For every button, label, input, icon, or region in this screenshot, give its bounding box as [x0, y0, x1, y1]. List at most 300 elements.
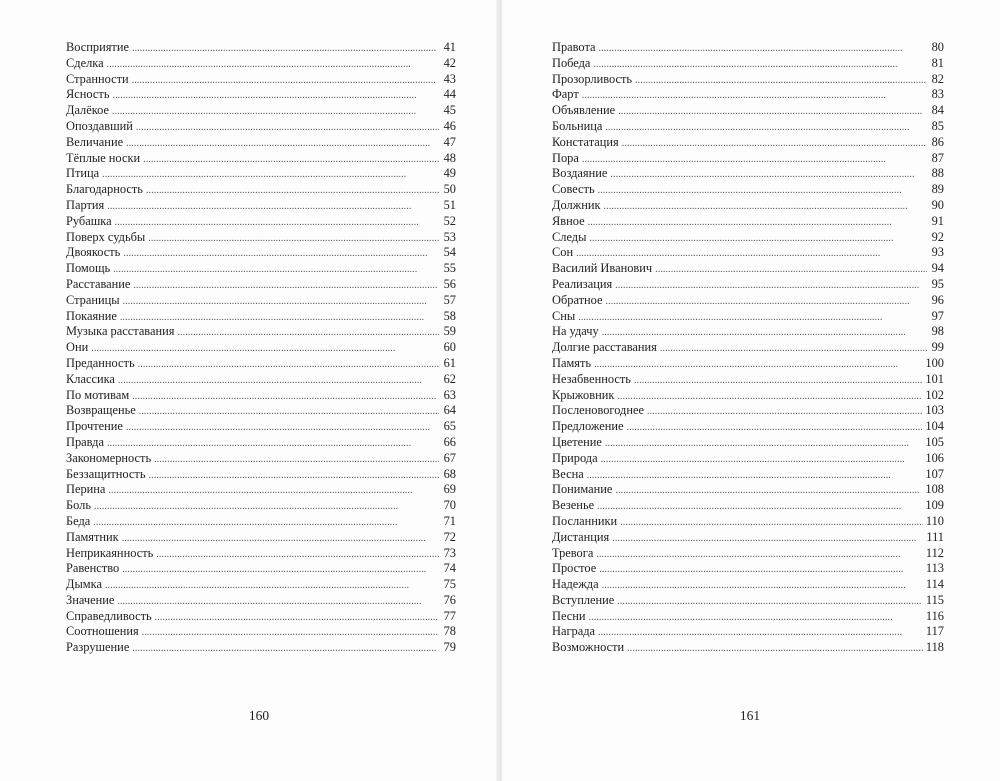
dot-leader	[132, 641, 439, 657]
toc-entry-page: 42	[443, 55, 456, 70]
toc-entry	[66, 103, 456, 119]
toc-entry-title: Долгие расставания	[552, 340, 657, 355]
toc-entry-title: Соотношения	[66, 624, 139, 639]
toc-entry-title: Вступление	[552, 592, 615, 607]
toc-entry-title: Прочтение	[66, 419, 123, 434]
toc-entry	[66, 546, 456, 562]
toc-entry	[552, 514, 944, 530]
toc-entry-title: Птица	[66, 166, 100, 181]
dot-leader	[138, 357, 439, 373]
toc-entry-page: 86	[931, 134, 944, 149]
toc-entry-title: Рубашка	[66, 213, 112, 228]
dot-leader	[154, 452, 439, 468]
toc-entry-page: 95	[931, 276, 944, 291]
toc-entry-title: Ясность	[66, 87, 110, 102]
toc-entry-title: Память	[552, 355, 592, 370]
dot-leader	[146, 183, 439, 199]
dot-leader	[105, 578, 439, 594]
toc-entry-title: Правота	[552, 40, 596, 54]
toc-entry-page: 108	[925, 482, 944, 497]
dot-leader	[582, 152, 927, 168]
toc-entry	[552, 40, 944, 56]
toc-entry-page: 80	[931, 40, 944, 54]
toc-entry	[66, 640, 456, 656]
toc-entry-page: 61	[443, 355, 456, 370]
toc-entry-page: 41	[443, 40, 456, 54]
toc-entry-title: Предложение	[552, 419, 624, 434]
toc-entry-page: 76	[443, 592, 456, 607]
toc-entry	[66, 135, 456, 151]
dot-leader	[139, 404, 439, 420]
dot-leader	[602, 325, 927, 341]
dot-leader	[132, 73, 439, 89]
toc-entry	[66, 87, 456, 103]
toc-entry-page: 53	[443, 229, 456, 244]
toc-entry-page: 105	[925, 434, 944, 449]
dot-leader	[123, 294, 439, 310]
toc-entry-page: 78	[443, 624, 456, 639]
toc-entry-page: 50	[443, 182, 456, 197]
toc-entry	[66, 372, 456, 388]
dot-leader	[148, 231, 439, 247]
toc-entry-title: Далёкое	[66, 103, 109, 118]
toc-entry-page: 55	[443, 261, 456, 276]
dot-leader	[605, 436, 923, 452]
toc-entry-title: Опоздавший	[66, 118, 133, 133]
toc-entry-page: 72	[443, 529, 456, 544]
toc-entry-page: 77	[443, 608, 456, 623]
dot-leader	[143, 152, 439, 168]
toc-entry	[66, 324, 456, 340]
dot-leader	[588, 215, 927, 231]
dot-leader	[587, 468, 923, 484]
toc-entry-title: Закономерность	[66, 450, 152, 465]
toc-entry-title: Крыжовник	[552, 387, 615, 402]
toc-entry	[552, 166, 944, 182]
toc-entry	[552, 530, 944, 546]
toc-entry-title: Двоякость	[66, 245, 121, 260]
toc-entry	[552, 103, 944, 119]
toc-entry	[66, 561, 456, 577]
toc-entry-page: 43	[443, 71, 456, 86]
toc-entry-title: Памятник	[66, 529, 119, 544]
toc-entry-title: Благодарность	[66, 182, 143, 197]
dot-leader	[93, 515, 439, 531]
dot-leader	[622, 136, 927, 152]
dot-leader	[647, 404, 922, 420]
dot-leader	[617, 594, 923, 610]
toc-entry-page: 60	[443, 340, 456, 355]
toc-entry	[66, 609, 456, 625]
toc-entry-title: Беззащитность	[66, 466, 146, 481]
toc-entry-title: Справедливость	[66, 608, 152, 623]
toc-entry-title: Должник	[552, 197, 601, 212]
toc-entry-title: Сны	[552, 308, 576, 323]
toc-entry	[552, 72, 944, 88]
dot-leader	[601, 452, 923, 468]
toc-entry	[552, 435, 944, 451]
dot-leader	[610, 167, 927, 183]
dot-leader	[578, 310, 927, 326]
toc-entry-title: Везенье	[552, 498, 595, 513]
toc-entry	[552, 388, 944, 404]
toc-entry	[552, 277, 944, 293]
toc-entry-title: Беда	[66, 513, 91, 528]
toc-entry-page: 57	[443, 292, 456, 307]
toc-entry-page: 87	[931, 150, 944, 165]
toc-entry-page: 98	[931, 324, 944, 339]
toc-entry	[552, 56, 944, 72]
toc-entry-page: 112	[925, 545, 944, 560]
dot-leader	[133, 278, 439, 294]
toc-entry-title: Природа	[552, 450, 598, 465]
toc-entry-page: 51	[443, 197, 456, 212]
toc-entry-title: Тёплые носки	[66, 150, 141, 165]
toc-entry-page: 71	[443, 513, 456, 528]
toc-entry-page: 109	[925, 498, 944, 513]
toc-entry-title: Песни	[552, 608, 586, 623]
toc-entry-page: 65	[443, 419, 456, 434]
dot-leader	[582, 88, 927, 104]
toc-entry-page: 97	[931, 308, 944, 323]
toc-entry-title: Музыка расставания	[66, 324, 175, 339]
toc-entry-page: 90	[931, 197, 944, 212]
toc-entry	[552, 609, 944, 625]
toc-entry-title: Возвращенье	[66, 403, 136, 418]
toc-entry-title: Неприкаянность	[66, 545, 154, 560]
toc-entry-page: 54	[443, 245, 456, 260]
toc-entry-page: 84	[931, 103, 944, 118]
toc-entry-page: 100	[925, 355, 944, 370]
toc-entry-title: Разрушение	[66, 640, 130, 655]
dot-leader	[91, 341, 439, 357]
toc-entry	[552, 135, 944, 151]
dot-leader	[620, 515, 923, 531]
dot-leader	[576, 246, 927, 262]
page-number-left: 160	[248, 708, 270, 723]
toc-entry-page: 79	[443, 640, 456, 655]
toc-entry-page: 116	[925, 608, 944, 623]
dot-leader	[660, 341, 927, 357]
toc-entry	[552, 245, 944, 261]
toc-entry-title: Победа	[552, 55, 591, 70]
toc-entry	[552, 87, 944, 103]
toc-entry-title: Незабвенность	[552, 371, 631, 386]
toc-entry	[66, 514, 456, 530]
toc-entry-page: 114	[925, 577, 944, 592]
toc-entry-page: 74	[443, 561, 456, 576]
toc-entry-title: Партия	[66, 197, 105, 212]
toc-entry-title: Дымка	[66, 577, 102, 592]
toc-entry-page: 88	[931, 166, 944, 181]
toc-entry-page: 52	[443, 213, 456, 228]
toc-entry-title: Возможности	[552, 640, 625, 655]
toc-entry	[66, 482, 456, 498]
toc-entry-title: Реализация	[552, 276, 613, 291]
toc-entry-title: Констатация	[552, 134, 619, 149]
toc-entry-title: Понимание	[552, 482, 613, 497]
toc-entry-title: Посланники	[552, 513, 618, 528]
dot-leader	[635, 73, 927, 89]
dot-leader	[107, 436, 439, 452]
toc-entry-title: Простое	[552, 561, 597, 576]
toc-entry-title: Значение	[66, 592, 115, 607]
dot-leader	[149, 468, 440, 484]
dot-leader	[142, 625, 439, 641]
dot-leader	[593, 57, 927, 73]
toc-entry	[66, 245, 456, 261]
toc-entry-title: Посленовогоднее	[552, 403, 644, 418]
toc-entry-page: 85	[931, 118, 944, 133]
dot-leader	[634, 373, 923, 389]
dot-leader	[107, 199, 439, 215]
toc-entry	[552, 624, 944, 640]
dot-leader	[606, 294, 927, 310]
dot-leader	[177, 325, 439, 341]
toc-entry-page: 117	[925, 624, 944, 639]
toc-entry	[552, 119, 944, 135]
toc-entry-page: 94	[931, 261, 944, 276]
toc-entry	[66, 166, 456, 182]
toc-entry	[66, 530, 456, 546]
toc-entry-title: Надежда	[552, 577, 599, 592]
dot-leader	[594, 357, 922, 373]
toc-entry-title: Василий Иванович	[552, 261, 653, 276]
toc-entry-title: Фарт	[552, 87, 579, 102]
toc-entry-page: 73	[443, 545, 456, 560]
dot-leader	[132, 389, 439, 405]
toc-entry-page: 66	[443, 434, 456, 449]
dot-leader	[618, 104, 927, 120]
dot-leader	[627, 420, 923, 436]
toc-entry	[66, 577, 456, 593]
toc-entry-title: По мотивам	[66, 387, 130, 402]
dot-leader	[155, 610, 439, 626]
toc-entry	[552, 356, 944, 372]
toc-entry	[552, 230, 944, 246]
toc-entry-title: Странности	[66, 71, 129, 86]
toc-entry-title: Следы	[552, 229, 587, 244]
dot-leader	[112, 88, 439, 104]
dot-leader	[598, 625, 923, 641]
toc-entry	[552, 182, 944, 198]
toc-entry-title: Перина	[66, 482, 106, 497]
toc-entry	[552, 214, 944, 230]
toc-entry	[552, 546, 944, 562]
toc-entry-page: 44	[443, 87, 456, 102]
toc-entry	[66, 467, 456, 483]
dot-leader	[156, 547, 439, 563]
toc-entry	[552, 151, 944, 167]
dot-leader	[113, 262, 439, 278]
dot-leader	[605, 120, 927, 136]
toc-entry	[552, 372, 944, 388]
dot-leader	[627, 641, 923, 657]
dot-leader	[107, 57, 439, 73]
toc-entry-title: Они	[66, 340, 89, 355]
toc-entry	[66, 293, 456, 309]
toc-entry-page: 101	[925, 371, 944, 386]
toc-entry	[66, 261, 456, 277]
dot-leader	[136, 120, 439, 136]
toc-entry-title: Расставание	[66, 276, 131, 291]
toc-entry-title: Помощь	[66, 261, 111, 276]
toc-entry-page: 45	[443, 103, 456, 118]
toc-entry	[552, 324, 944, 340]
toc-entry-page: 89	[931, 182, 944, 197]
dot-leader	[115, 215, 439, 231]
toc-entry-title: Больница	[552, 118, 603, 133]
toc-entry-title: Прозорливость	[552, 71, 633, 86]
toc-entry-title: Покаяние	[66, 308, 117, 323]
toc-entry-page: 83	[931, 87, 944, 102]
toc-entry	[66, 214, 456, 230]
toc-entry	[66, 230, 456, 246]
dot-leader	[615, 278, 927, 294]
toc-entry-title: Награда	[552, 624, 596, 639]
toc-entry	[66, 624, 456, 640]
toc-entry-page: 106	[925, 450, 944, 465]
toc-entry	[66, 356, 456, 372]
toc-entry-page: 63	[443, 387, 456, 402]
toc-entry	[66, 151, 456, 167]
dot-leader	[599, 41, 927, 57]
toc-entry-page: 92	[931, 229, 944, 244]
toc-entry	[66, 593, 456, 609]
toc-entry-page: 48	[443, 150, 456, 165]
toc-entry-page: 49	[443, 166, 456, 181]
toc-entry	[66, 72, 456, 88]
toc-entry	[66, 388, 456, 404]
toc-entry-page: 107	[925, 466, 944, 481]
toc-entry	[552, 561, 944, 577]
toc-entry-page: 58	[443, 308, 456, 323]
toc-entry-title: Величание	[66, 134, 124, 149]
toc-entry	[552, 261, 944, 277]
toc-entry-page: 82	[931, 71, 944, 86]
dot-leader	[120, 310, 439, 326]
dot-leader	[589, 610, 923, 626]
toc-entry-page: 56	[443, 276, 456, 291]
toc-entry-page: 47	[443, 134, 456, 149]
toc-entry	[66, 403, 456, 419]
toc-entry-page: 67	[443, 450, 456, 465]
dot-leader	[132, 41, 439, 57]
toc-entry-title: На удачу	[552, 324, 599, 339]
page-number-right: 161	[739, 708, 761, 723]
toc-entry-title: Дистанция	[552, 529, 610, 544]
toc-entry-page: 113	[925, 561, 944, 576]
toc-entry-page: 99	[931, 340, 944, 355]
toc-entry-page: 69	[443, 482, 456, 497]
toc-entry	[552, 309, 944, 325]
dot-leader	[102, 167, 439, 183]
toc-entry-page: 118	[925, 640, 944, 655]
dot-leader	[599, 562, 923, 578]
dot-leader	[122, 562, 439, 578]
toc-entry-title: Совесть	[552, 182, 595, 197]
toc-entry-page: 110	[925, 513, 944, 528]
dot-leader	[617, 389, 922, 405]
toc-entry-title: Сделка	[66, 55, 104, 70]
toc-entry	[66, 40, 456, 56]
dot-leader	[126, 420, 439, 436]
dot-leader	[596, 547, 923, 563]
dot-leader	[597, 499, 922, 515]
toc-entry	[66, 451, 456, 467]
toc-entry-title: Равенство	[66, 561, 120, 576]
toc-entry-page: 104	[925, 419, 944, 434]
toc-entry-title: Обратное	[552, 292, 603, 307]
toc-entry-page: 46	[443, 118, 456, 133]
toc-entry-page: 115	[925, 592, 944, 607]
dot-leader	[655, 262, 927, 278]
toc-entry-page: 59	[443, 324, 456, 339]
toc-entry-page: 68	[443, 466, 456, 481]
toc-entry-page: 91	[931, 213, 944, 228]
toc-entry	[552, 482, 944, 498]
toc-entry	[552, 403, 944, 419]
toc-entry-title: Боль	[66, 498, 91, 513]
dot-leader	[615, 483, 922, 499]
toc-entry	[66, 419, 456, 435]
dot-leader	[94, 499, 439, 515]
toc-entry-page: 81	[931, 55, 944, 70]
dot-leader	[123, 246, 439, 262]
toc-entry-title: Цветение	[552, 434, 602, 449]
table-of-contents-right	[552, 40, 944, 656]
dot-leader	[108, 483, 439, 499]
toc-entry-title: Преданность	[66, 355, 135, 370]
dot-leader	[602, 578, 923, 594]
toc-entry	[552, 467, 944, 483]
dot-leader	[126, 136, 439, 152]
toc-entry	[552, 498, 944, 514]
toc-entry-title: Объявление	[552, 103, 616, 118]
toc-entry-title: Тревога	[552, 545, 594, 560]
toc-entry	[552, 451, 944, 467]
toc-entry-page: 62	[443, 371, 456, 386]
toc-entry-title: Весна	[552, 466, 584, 481]
dot-leader	[118, 373, 439, 389]
toc-entry	[66, 277, 456, 293]
left-page	[0, 0, 498, 781]
toc-entry-page: 93	[931, 245, 944, 260]
toc-entry-title: Восприятие	[66, 40, 129, 54]
toc-entry-title: Воздаяние	[552, 166, 608, 181]
toc-entry-page: 70	[443, 498, 456, 513]
toc-entry	[66, 182, 456, 198]
toc-entry-page: 64	[443, 403, 456, 418]
toc-entry	[552, 198, 944, 214]
toc-entry-page: 103	[925, 403, 944, 418]
toc-entry	[66, 119, 456, 135]
dot-leader	[612, 531, 923, 547]
toc-entry	[66, 435, 456, 451]
dot-leader	[117, 594, 439, 610]
toc-entry-title: Пора	[552, 150, 579, 165]
dot-leader	[604, 199, 927, 215]
toc-entry-title: Классика	[66, 371, 115, 386]
toc-entry-title: Сон	[552, 245, 574, 260]
toc-entry	[66, 56, 456, 72]
toc-entry	[552, 577, 944, 593]
toc-entry	[552, 640, 944, 656]
table-of-contents-left	[66, 40, 456, 656]
dot-leader	[112, 104, 439, 120]
toc-entry	[66, 498, 456, 514]
toc-entry-title: Правда	[66, 434, 104, 449]
